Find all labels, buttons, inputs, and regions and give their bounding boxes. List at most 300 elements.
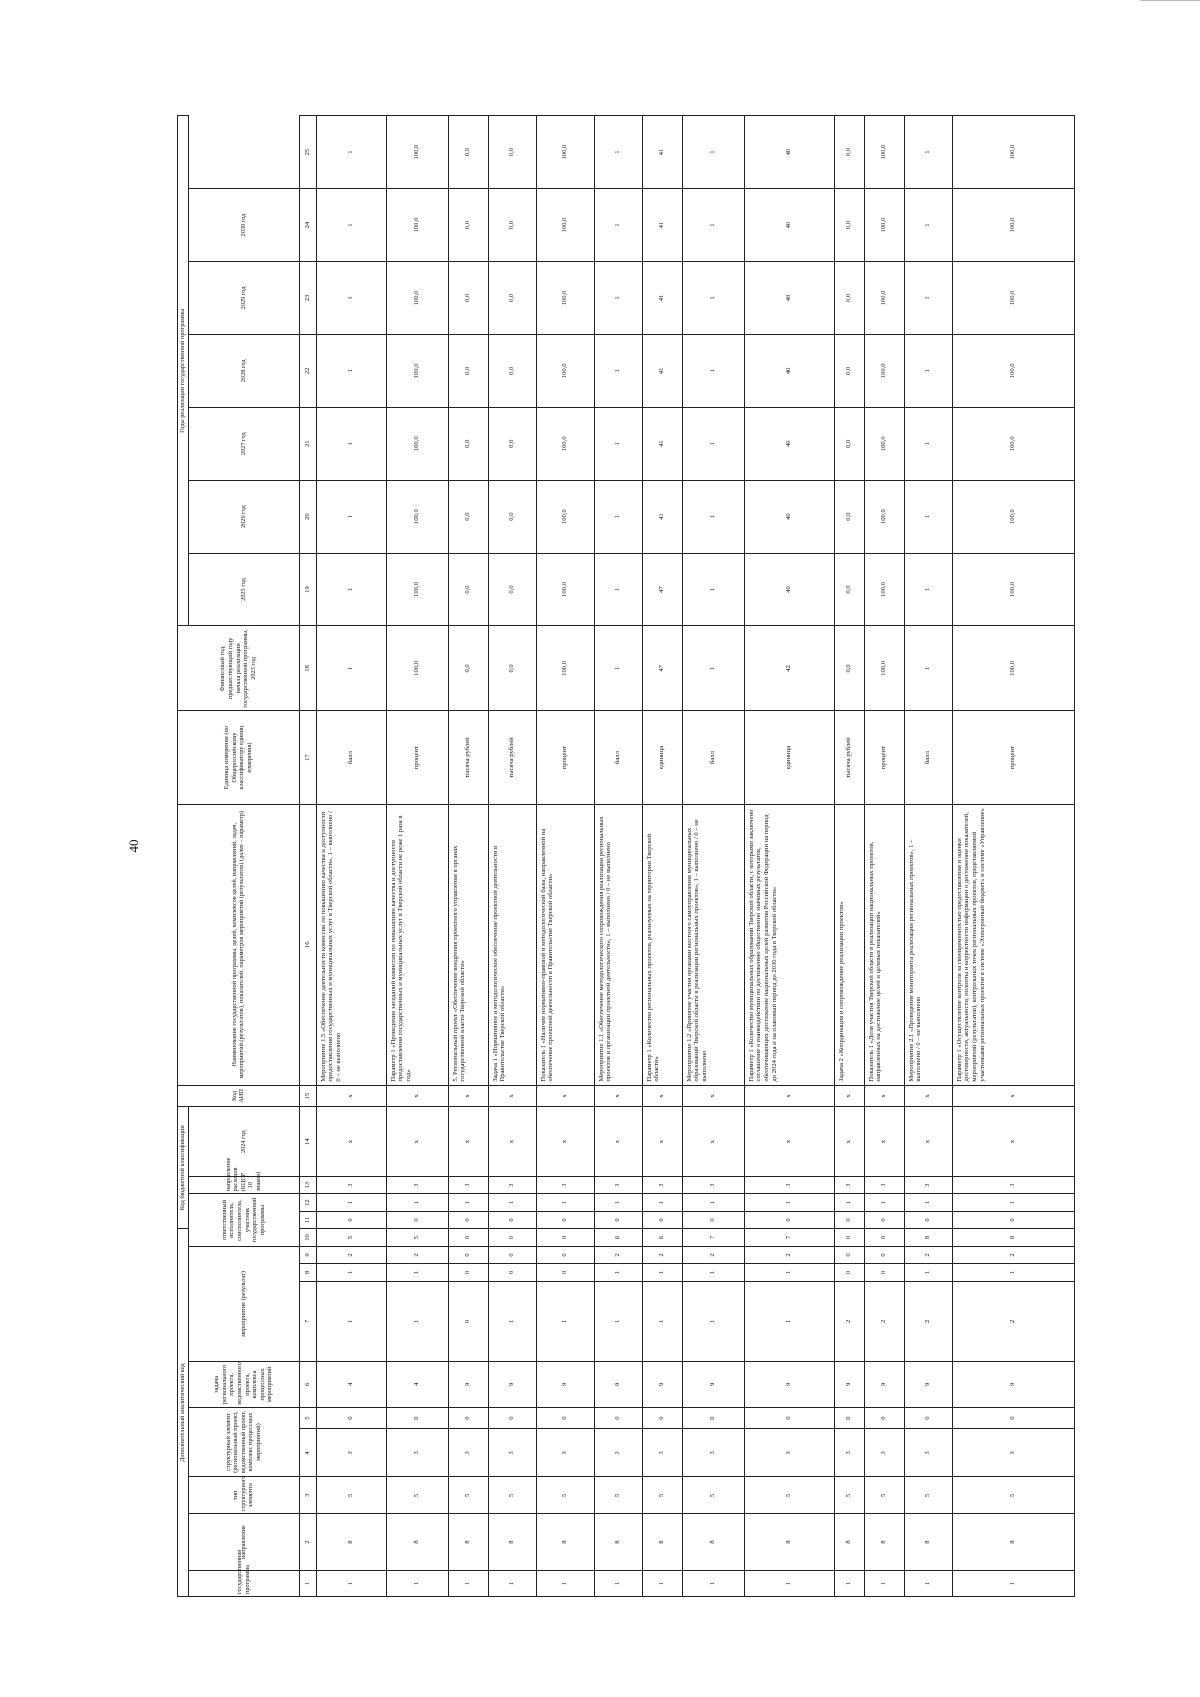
code-cell: 1 (386, 1194, 448, 1211)
code-cell: 1 (386, 1281, 448, 1362)
indicator-name-cell: Мероприятие 2.1 «Проведение мониторинга реализации региональных проектов», 1 – выполнено / 0 – не выполнено (904, 804, 952, 1085)
year-value-cell: 41 (642, 480, 682, 553)
unit-cell: процент (952, 711, 1074, 805)
table-row (682, 116, 744, 1597)
year-value-cell: 1 (682, 334, 744, 407)
code-cell: 3 (904, 1429, 952, 1477)
code-cell: 3 (488, 1176, 536, 1193)
unit-cell: единица (642, 711, 682, 805)
table-row (952, 116, 1074, 1597)
code-cell: 1 (904, 1194, 952, 1211)
header-measure: мероприятие (результат) (188, 1246, 299, 1361)
column-number: 20 (299, 480, 316, 553)
code-cell: 0 (488, 1407, 536, 1429)
code-cell: 0 (448, 1211, 488, 1228)
year-value-cell: 100,0 (536, 334, 594, 407)
code-cell: 8 (904, 1514, 952, 1571)
code-cell: 1 (834, 1194, 864, 1211)
code-cell: 1 (594, 1264, 642, 1281)
code-cell: 5 (834, 1477, 864, 1514)
year-value-cell: 1 (904, 262, 952, 335)
year-value-cell: 0,0 (448, 189, 488, 262)
year-value-cell: 1 (316, 407, 386, 480)
year-value-cell: 40 (744, 262, 834, 335)
code-cell: x (488, 1085, 536, 1107)
code-cell: 3 (316, 1176, 386, 1193)
code-cell: 1 (682, 1281, 744, 1362)
year-value-cell: 1 (594, 334, 642, 407)
code-cell: 2 (386, 1246, 448, 1263)
code-cell: 3 (642, 1176, 682, 1193)
base-year-value-cell: 42 (744, 626, 834, 711)
code-cell: 8 (594, 1514, 642, 1571)
unit-cell: балл (594, 711, 642, 805)
code-cell: 1 (952, 1570, 1074, 1596)
unit-cell: тысяча рублей (834, 711, 864, 805)
year-value-cell: 1 (904, 334, 952, 407)
column-number: 13 (299, 1176, 316, 1193)
year-value-cell: 1 (316, 116, 386, 189)
base-year-value-cell: 1 (904, 626, 952, 711)
year-value-cell: 100,0 (864, 116, 904, 189)
base-year-value-cell: 0,0 (488, 626, 536, 711)
code-cell: 1 (642, 1281, 682, 1362)
header-row-1 (178, 116, 189, 1597)
year-value-cell: 0,0 (488, 189, 536, 262)
code-cell: 9 (488, 1362, 536, 1408)
year-value-cell: 100,0 (386, 116, 448, 189)
code-cell: x (952, 1085, 1074, 1107)
unit-cell: балл (316, 711, 386, 805)
column-number-row (299, 116, 316, 1597)
code-cell: 8 (448, 1514, 488, 1571)
year-value-cell: 0,0 (448, 262, 488, 335)
code-cell: 3 (682, 1429, 744, 1477)
code-cell: 1 (642, 1264, 682, 1281)
year-value-cell: 0,0 (448, 553, 488, 626)
code-cell: 3 (834, 1429, 864, 1477)
code-cell: 0 (488, 1211, 536, 1228)
table-body (299, 116, 1074, 1597)
year-value-cell: 41 (642, 116, 682, 189)
code-cell: 0 (448, 1264, 488, 1281)
code-cell: 8 (864, 1514, 904, 1571)
header-fin-year: Финансовый год, предшествующий году начала реализации государственной программы, 2023 год (178, 626, 300, 711)
code-cell: 2 (904, 1281, 952, 1362)
code-cell: 8 (682, 1514, 744, 1571)
year-value-cell: 1 (316, 334, 386, 407)
code-cell: 1 (952, 1264, 1074, 1281)
header-year-2028: 2028 год (188, 334, 299, 407)
code-cell: 1 (448, 1194, 488, 1211)
header-budget-code: Код бюджетной классификации (178, 1107, 189, 1229)
year-value-cell: 100,0 (864, 334, 904, 407)
code-cell: 0 (448, 1246, 488, 1263)
code-cell: 0 (682, 1407, 744, 1429)
code-cell: x (386, 1085, 448, 1107)
code-cell: 0 (594, 1211, 642, 1228)
header-unit: Единица измерения (по Общероссийскому классификатору единиц измерения) (178, 711, 300, 805)
year-value-cell: 1 (594, 262, 642, 335)
code-cell: x (834, 1107, 864, 1177)
year-value-cell: 100,0 (386, 262, 448, 335)
code-cell: 1 (834, 1570, 864, 1596)
code-cell: 3 (488, 1429, 536, 1477)
header-direction: направление (188, 1514, 299, 1571)
code-cell: 0 (536, 1264, 594, 1281)
code-cell: 1 (642, 1194, 682, 1211)
program-indicators-table (177, 115, 1075, 1597)
year-value-cell: 41 (642, 189, 682, 262)
code-cell: 8 (952, 1229, 1074, 1247)
column-number: 2 (299, 1514, 316, 1571)
code-cell: x (536, 1085, 594, 1107)
code-cell: x (682, 1107, 744, 1177)
code-cell: x (834, 1085, 864, 1107)
code-cell: 0 (834, 1407, 864, 1429)
year-value-cell: 0,0 (834, 407, 864, 480)
code-cell: 1 (536, 1570, 594, 1596)
code-cell: 8 (744, 1514, 834, 1571)
code-cell: x (864, 1085, 904, 1107)
page-number: 40 (126, 839, 141, 853)
code-cell: x (744, 1085, 834, 1107)
code-cell: 0 (536, 1407, 594, 1429)
code-cell: x (904, 1085, 952, 1107)
year-value-cell: 100,0 (864, 189, 904, 262)
table-row (594, 116, 642, 1597)
year-value-cell: 47 (642, 553, 682, 626)
column-number: 8 (299, 1264, 316, 1281)
indicator-name-cell: Показатель 1 «Доля участия Тверской области в реализации национальных проектов, направленных на достижение целей и целевых показателей» (864, 804, 904, 1085)
code-cell: 3 (952, 1176, 1074, 1193)
table-row (488, 116, 536, 1597)
header-years-group: Годы реализации государственной программы (178, 116, 189, 626)
code-cell: 2 (642, 1246, 682, 1263)
year-value-cell: 0,0 (834, 116, 864, 189)
column-number: 25 (299, 116, 316, 189)
code-cell: 0 (448, 1407, 488, 1429)
year-value-cell: 100,0 (864, 262, 904, 335)
code-cell: 8 (316, 1514, 386, 1571)
year-value-cell: 0,0 (448, 334, 488, 407)
code-cell: 0 (488, 1264, 536, 1281)
code-cell: 0 (448, 1229, 488, 1247)
code-cell: 0 (744, 1407, 834, 1429)
unit-cell: единица (744, 711, 834, 805)
base-year-value-cell: 1 (316, 626, 386, 711)
unit-cell: процент (536, 711, 594, 805)
unit-cell: тысяча рублей (488, 711, 536, 805)
year-value-cell: 40 (744, 116, 834, 189)
year-value-cell: 1 (316, 553, 386, 626)
code-cell: 2 (904, 1246, 952, 1263)
year-value-cell: 100,0 (952, 189, 1074, 262)
code-cell: 3 (682, 1176, 744, 1193)
code-cell: x (744, 1107, 834, 1177)
code-cell: 9 (744, 1362, 834, 1408)
column-number: 12 (299, 1194, 316, 1211)
code-cell: x (952, 1107, 1074, 1177)
year-value-cell: 1 (682, 480, 744, 553)
base-year-value-cell: 0,0 (448, 626, 488, 711)
code-cell: 6 (594, 1229, 642, 1247)
code-cell: 3 (642, 1429, 682, 1477)
table-row (834, 116, 864, 1597)
column-number: 11 (299, 1211, 316, 1228)
code-cell: 1 (386, 1570, 448, 1596)
code-cell: 0 (864, 1407, 904, 1429)
year-value-cell: 100,0 (864, 407, 904, 480)
year-value-cell: 1 (904, 480, 952, 553)
table-row (642, 116, 682, 1597)
year-value-cell: 1 (316, 189, 386, 262)
code-cell: 5 (488, 1477, 536, 1514)
code-cell: x (386, 1107, 448, 1177)
code-cell: 2 (594, 1246, 642, 1263)
year-value-cell: 0,0 (488, 116, 536, 189)
year-value-cell: 41 (642, 262, 682, 335)
indicator-name-cell: Параметр 1 «Количество муниципальных образований Тверской области, с которыми заключено соглашение о взаимодействии по достижению общественно значимых результатов, обеспечивающих достижение национальных целей развития Российской Федерации на период до 2024 года и на плановый период до 2030 года в Тверской области» (744, 804, 834, 1085)
code-cell: 0 (642, 1211, 682, 1228)
unit-cell: процент (864, 711, 904, 805)
code-cell: 0 (536, 1229, 594, 1247)
header-year-2027: 2027 год (188, 407, 299, 480)
code-cell: 1 (448, 1570, 488, 1596)
code-cell: 3 (904, 1176, 952, 1193)
code-cell: 3 (594, 1176, 642, 1193)
code-cell: x (642, 1107, 682, 1177)
year-value-cell: 0,0 (834, 262, 864, 335)
code-cell: 9 (834, 1362, 864, 1408)
code-cell: 5 (952, 1477, 1074, 1514)
code-cell: 3 (864, 1176, 904, 1193)
base-year-value-cell: 1 (682, 626, 744, 711)
year-value-cell: 100,0 (386, 553, 448, 626)
year-value-cell: 100,0 (386, 480, 448, 553)
code-cell: 2 (952, 1246, 1074, 1263)
column-number: 16 (299, 804, 316, 1085)
code-cell: 1 (744, 1194, 834, 1211)
column-number: 14 (299, 1107, 316, 1177)
column-number: 15 (299, 1085, 316, 1107)
year-value-cell: 0,0 (488, 334, 536, 407)
indicator-name-cell: Показатель 1 «Наличие нормативно-правовой и методологической базы, направленной на обеспечение проектной деятельности в Правительстве Тверской области» (536, 804, 594, 1085)
code-cell: 1 (316, 1570, 386, 1596)
column-number: 9 (299, 1246, 316, 1263)
year-value-cell: 100,0 (952, 407, 1074, 480)
code-cell: 0 (682, 1211, 744, 1228)
code-cell: 0 (316, 1211, 386, 1228)
year-value-cell: 1 (594, 407, 642, 480)
column-number: 19 (299, 553, 316, 626)
year-value-cell: 1 (682, 116, 744, 189)
code-cell: 0 (864, 1264, 904, 1281)
year-value-cell: 1 (904, 553, 952, 626)
unit-cell: балл (682, 711, 744, 805)
header-aip: Код АИП (178, 1085, 300, 1107)
code-cell: 9 (448, 1362, 488, 1408)
header-year-2024: 2024 год (188, 1107, 299, 1177)
year-value-cell: 41 (642, 407, 682, 480)
code-cell: 2 (834, 1281, 864, 1362)
code-cell: 3 (448, 1176, 488, 1193)
column-number: 23 (299, 262, 316, 335)
code-cell: 3 (594, 1429, 642, 1477)
code-cell: 3 (744, 1429, 834, 1477)
header-structural-type: тип структурного элемента (188, 1477, 299, 1514)
header-year-2030: 2030 год (188, 189, 299, 262)
code-cell: 0 (386, 1407, 448, 1429)
code-cell: 0 (864, 1211, 904, 1228)
year-value-cell: 1 (682, 553, 744, 626)
column-number: 24 (299, 189, 316, 262)
code-cell: x (316, 1107, 386, 1177)
code-cell: 0 (834, 1246, 864, 1263)
year-value-cell: 100,0 (386, 407, 448, 480)
code-cell: x (864, 1107, 904, 1177)
code-cell: 0 (594, 1407, 642, 1429)
code-cell: 0 (904, 1407, 952, 1429)
year-value-cell: 100,0 (952, 334, 1074, 407)
year-value-cell: 0,0 (488, 407, 536, 480)
code-cell: 4 (386, 1362, 448, 1408)
indicator-name-cell: Мероприятие 1.5 «Обеспечение деятельности комиссии по повышению качества и доступности предоставления государственных и муниципальных услуг в Тверской области», 1 – выполнено / 0 – не выполнено (316, 804, 386, 1085)
code-cell: 0 (834, 1211, 864, 1228)
code-cell: 1 (744, 1264, 834, 1281)
year-value-cell: 100,0 (386, 334, 448, 407)
code-cell: 5 (536, 1477, 594, 1514)
year-value-cell: 40 (744, 189, 834, 262)
table-row (316, 116, 386, 1597)
base-year-value-cell: 100,0 (864, 626, 904, 711)
year-value-cell: 0,0 (834, 334, 864, 407)
column-number: 3 (299, 1477, 316, 1514)
code-cell: 0 (744, 1211, 834, 1228)
code-cell: 1 (642, 1570, 682, 1596)
year-value-cell: 1 (594, 553, 642, 626)
code-cell: 9 (642, 1362, 682, 1408)
code-cell: 0 (488, 1246, 536, 1263)
year-value-cell: 40 (744, 480, 834, 553)
column-number: 21 (299, 407, 316, 480)
year-value-cell: 100,0 (952, 553, 1074, 626)
code-cell: x (536, 1107, 594, 1177)
code-cell: 3 (834, 1176, 864, 1193)
code-cell: 0 (536, 1211, 594, 1228)
year-value-cell: 41 (642, 334, 682, 407)
code-cell: 2 (864, 1281, 904, 1362)
header-program: государственная программа (188, 1570, 299, 1596)
unit-cell: балл (904, 711, 952, 805)
year-value-cell: 1 (682, 189, 744, 262)
code-cell: 4 (316, 1362, 386, 1408)
column-number: 17 (299, 711, 316, 805)
header-analytic-code: Дополнительный аналитический код (178, 1229, 189, 1597)
code-cell: 1 (316, 1264, 386, 1281)
code-cell: 0 (834, 1264, 864, 1281)
year-value-cell: 100,0 (386, 189, 448, 262)
year-value-cell: 1 (904, 116, 952, 189)
year-value-cell: 0,0 (448, 407, 488, 480)
indicator-name-cell: 5. Региональный проект «Обеспечение внедрения проектного управления в органах государственной власти Тверской области» (448, 804, 488, 1085)
year-value-cell: 1 (904, 189, 952, 262)
code-cell: 1 (682, 1264, 744, 1281)
code-cell: 8 (488, 1514, 536, 1571)
code-cell: 1 (744, 1570, 834, 1596)
code-cell: 5 (642, 1477, 682, 1514)
code-cell: 1 (952, 1194, 1074, 1211)
base-year-value-cell: 100,0 (536, 626, 594, 711)
code-cell: 0 (386, 1211, 448, 1228)
year-value-cell: 100,0 (952, 480, 1074, 553)
year-value-cell: 100,0 (536, 407, 594, 480)
code-cell: 8 (904, 1229, 952, 1247)
code-cell: x (488, 1107, 536, 1177)
code-cell: 1 (386, 1264, 448, 1281)
base-year-value-cell: 47 (642, 626, 682, 711)
code-cell: 8 (536, 1514, 594, 1571)
code-cell: 0 (448, 1281, 488, 1362)
code-cell: 2 (316, 1246, 386, 1263)
code-cell: 0 (488, 1229, 536, 1247)
code-cell: 9 (682, 1362, 744, 1408)
code-cell: 3 (448, 1429, 488, 1477)
code-cell: 1 (864, 1194, 904, 1211)
code-cell: 5 (386, 1229, 448, 1247)
year-value-cell: 100,0 (952, 116, 1074, 189)
code-cell: 3 (386, 1429, 448, 1477)
code-cell: 8 (834, 1514, 864, 1571)
column-number: 18 (299, 626, 316, 711)
column-number: 1 (299, 1570, 316, 1596)
code-cell: 5 (316, 1229, 386, 1247)
year-value-cell: 1 (594, 189, 642, 262)
year-value-cell: 100,0 (536, 480, 594, 553)
code-cell: 0 (864, 1246, 904, 1263)
column-number: 22 (299, 334, 316, 407)
year-value-cell: 0,0 (488, 262, 536, 335)
year-value-cell: 100,0 (864, 553, 904, 626)
table-row (904, 116, 952, 1597)
header-executor: ответственный исполнитель, соисполнитель, участник государственной программы (188, 1194, 299, 1246)
header-indicator-name: Наименование государственной программы, целей, комплексов целей, направлений, задач, мероприятий (результатов), показателей, параметров мероприятий (результатов) (далее – параметр) (178, 804, 300, 1085)
code-cell: 1 (594, 1194, 642, 1211)
year-value-cell: 0,0 (834, 480, 864, 553)
code-cell: 8 (952, 1514, 1074, 1571)
code-cell: 5 (864, 1477, 904, 1514)
year-value-cell: 1 (682, 407, 744, 480)
year-value-cell: 40 (744, 407, 834, 480)
year-value-cell: 1 (594, 116, 642, 189)
code-cell: 1 (744, 1281, 834, 1362)
code-cell: x (594, 1085, 642, 1107)
code-cell: x (448, 1107, 488, 1177)
table-row (536, 116, 594, 1597)
year-value-cell: 0,0 (834, 189, 864, 262)
code-cell: x (904, 1107, 952, 1177)
table-row (744, 116, 834, 1597)
year-value-cell: 0,0 (834, 553, 864, 626)
base-year-value-cell: 100,0 (386, 626, 448, 711)
indicator-name-cell: Мероприятие 1.1 «Обеспечение методологического сопровождения реализации региональных проектов и организации проектной деятельности», 1 – выполнено / 0 – не выполнено (594, 804, 642, 1085)
code-cell: 1 (488, 1570, 536, 1596)
year-value-cell: 40 (744, 553, 834, 626)
header-year-2025: 2025 год (188, 553, 299, 626)
code-cell: 1 (594, 1281, 642, 1362)
code-cell: x (316, 1085, 386, 1107)
code-cell: 5 (448, 1477, 488, 1514)
